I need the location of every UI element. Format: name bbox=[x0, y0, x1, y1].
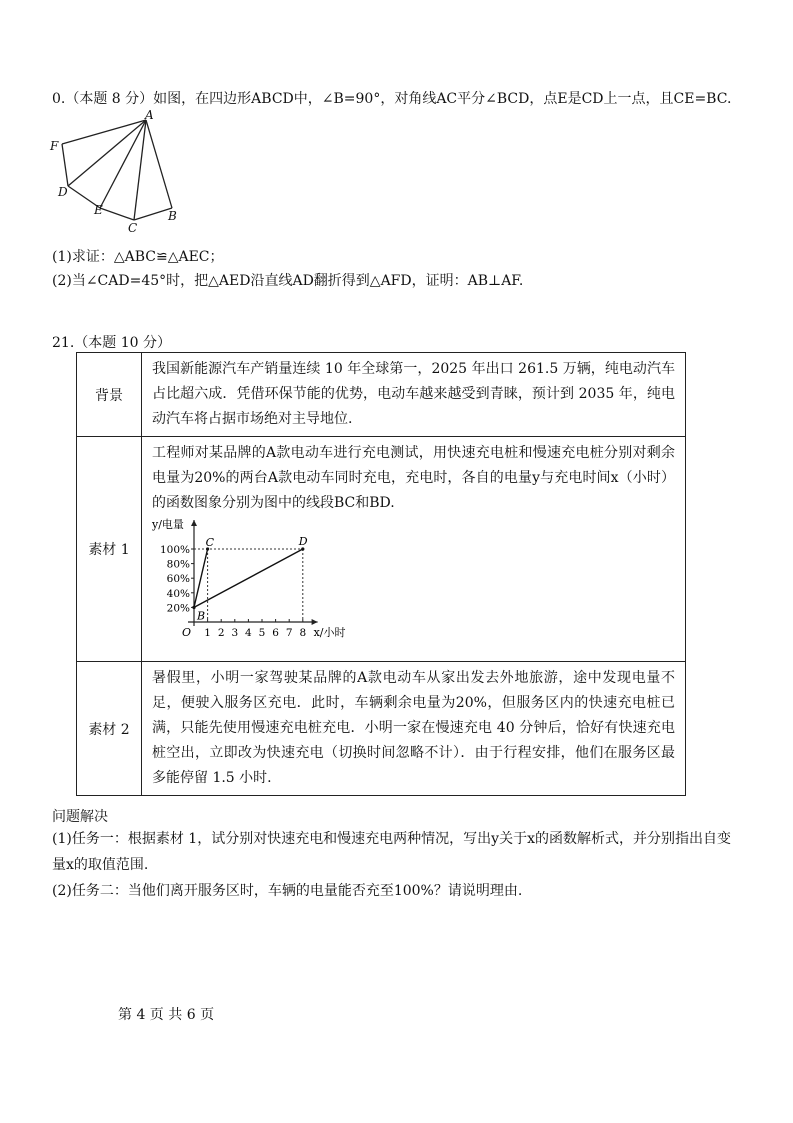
y-axis-label: y/电量 bbox=[152, 518, 184, 531]
x-axis-arrow bbox=[312, 619, 318, 625]
x-tick-label: 3 bbox=[231, 627, 239, 639]
label-b: B bbox=[168, 209, 177, 223]
label-c: C bbox=[128, 221, 138, 234]
q20-part2: (2)当∠CAD=45°时，把△AED沿直线AD翻折得到△AFD，证明：AB⊥AF. bbox=[52, 273, 524, 289]
problem-title: 问题解决 bbox=[52, 809, 108, 825]
task2: (2)任务二：当他们离开服务区时，车辆的电量能否充至100%？请说明理由. bbox=[52, 883, 523, 899]
x-tick-label: 7 bbox=[285, 627, 293, 639]
material-table bbox=[76, 352, 686, 796]
edge-cb bbox=[134, 208, 172, 220]
q20-stem: 0.（本题 8 分）如图，在四边形ABCD中，∠B=90°，对角线AC平分∠BCD，点E是CD上一点，且CE=BC. bbox=[52, 91, 732, 107]
quadrilateral-figure bbox=[48, 108, 198, 234]
label-d: D bbox=[58, 185, 68, 199]
task1: (1)任务一：根据素材 1，试分别对快速充电和慢速充电两种情况，写出y关于x的函数解析式，并分别指出自变量x的取值范围. bbox=[52, 831, 731, 873]
y-tick-label: 80% bbox=[166, 558, 190, 571]
point-label-d: D bbox=[298, 535, 308, 548]
origin-label: O bbox=[182, 626, 192, 639]
x-tick-label: 2 bbox=[217, 627, 225, 639]
background-row bbox=[77, 353, 686, 437]
q20-part1: (1)求证：△ABC≌△AEC； bbox=[52, 249, 224, 265]
material2-text: 暑假里，小明一家驾驶某品牌的A款电动车从家出发去外地旅游，途中发现电量不足，便驶入服务区充电．此时，车辆剩余电量为20%，但服务区内的快速充电桩已满，只能先使用慢速充电桩充电．小明一家在慢速充电 40 分钟后，恰好有快速充电桩空出，立即改为快速充电（切换时间忽略不计）．由于行程安排，他们在服务区最多能停留 1.5 小时. bbox=[142, 662, 686, 796]
y-tick-label: 100% bbox=[159, 544, 190, 556]
material2-label: 素材 2 bbox=[77, 662, 142, 796]
material1-row bbox=[77, 437, 686, 662]
material2-row bbox=[77, 662, 686, 796]
point-label-b: B bbox=[197, 609, 206, 623]
x-axis-label: x/小时 bbox=[313, 626, 346, 639]
background-label: 背景 bbox=[77, 353, 142, 437]
y-tick-label: 20% bbox=[166, 602, 190, 615]
material1-label: 素材 1 bbox=[77, 437, 142, 662]
q21-heading: 21.（本题 10 分） bbox=[52, 335, 171, 351]
x-tick-label: 8 bbox=[299, 627, 307, 639]
label-a: A bbox=[145, 108, 154, 122]
edge-ad bbox=[68, 120, 146, 186]
y-tick-label: 60% bbox=[166, 573, 190, 586]
x-tick-label: 5 bbox=[258, 627, 266, 639]
page-footer: 第 4 页 共 6 页 bbox=[118, 1007, 215, 1023]
y-axis-arrow bbox=[191, 520, 197, 526]
edge-ab bbox=[146, 120, 172, 208]
point-b bbox=[192, 606, 195, 609]
edge-fd bbox=[62, 144, 68, 186]
label-f: F bbox=[50, 139, 59, 153]
edge-ac bbox=[134, 120, 146, 220]
label-e: E bbox=[94, 203, 103, 217]
x-tick-label: 4 bbox=[245, 627, 252, 639]
series-line-bd bbox=[194, 549, 303, 607]
x-tick-label: 6 bbox=[272, 627, 279, 639]
edge-ec bbox=[100, 208, 134, 220]
material1-text: 工程师对某品牌的A款电动车进行充电测试，用快速充电桩和慢速充电桩分别对剩余电量为20%的两台A款电动车同时充电，充电时，各自的电量y与充电时间x（小时）的函数图象分别为图中的线段BC和BD. bbox=[152, 445, 675, 511]
series-line-bc bbox=[194, 549, 208, 607]
charging-chart bbox=[150, 516, 370, 646]
edge-ae bbox=[100, 120, 146, 208]
edge-af bbox=[62, 120, 146, 144]
y-tick-label: 40% bbox=[166, 587, 190, 600]
x-tick-label: 1 bbox=[204, 627, 211, 639]
point-label-c: C bbox=[205, 536, 215, 549]
background-text: 我国新能源汽车产销量连续 10 年全球第一，2025 年出口 261.5 万辆，纯电动汽车占比超六成．凭借环保节能的优势，电动车越来越受到青睐，预计到 2035 年，纯电动汽车将占据市场绝对主导地位. bbox=[142, 353, 686, 437]
